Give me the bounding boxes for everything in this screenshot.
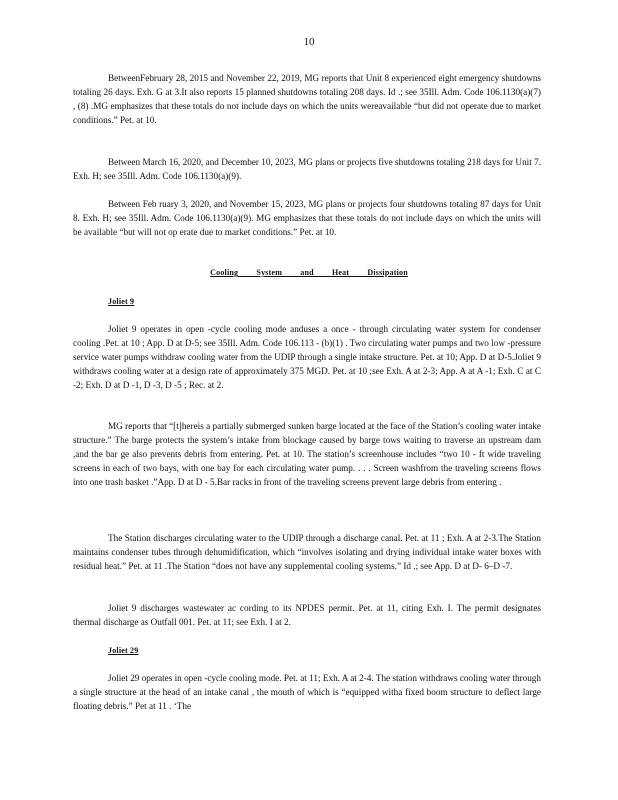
paragraph-unit8-shutdowns: BetweenFebruary 28, 2015 and November 22, 2019, MG reports that Unit 8 experienced eight emergency shutdowns totaling 26 days. Exh. G at 3.It also reports 15 planned shutdowns totaling 208 days. Id .; see 35Ill. Adm. Code 106.1130(a)(7) , (8) .MG emphasizes that these totals do not include days on which the units wereavailable “but did not operate due to market conditions.” Pet. at 10.: [73, 73, 541, 125]
paragraph-unit7-planned: Between March 16, 2020, and December 10, 2023, MG plans or projects five shutdowns totaling 218 days for Unit 7. Exh. H; see 35Ill. Adm. Code 106.1130(a)(9).: [73, 157, 541, 181]
subheading-joliet9: Joliet 9: [108, 297, 135, 306]
section-heading: Cooling System and Heat Dissipation: [210, 268, 408, 277]
paragraph-npdes: Joliet 9 discharges wastewater ac cording to its NPDES permit. Pet. at 11, citing Exh. I. The permit designates thermal discharge as Outfall 001. Pet. at 11; see Exh. I at 2.: [73, 603, 541, 627]
paragraph-unit8-planned: Between Feb ruary 3, 2020, and November 15, 2023, MG plans or projects four shutdowns totaling 87 days for Unit 8. Exh. H; see 35Ill. Adm. Code 106.1130(a)(9). MG emphasizes that these totals do not include days on which the units will be available “but will not op erate due to market conditions.” Pet. at 10.: [73, 199, 541, 237]
paragraph-joliet29: Joliet 29 operates in open -cycle cooling mode. Pet. at 11; Exh. A at 2-4. The station withdraws cooling water through a single structure at the head of an intake canal , the mouth of which is “equipped witha fixed boom structure to deflect large floating debris.” Pet at 11 . ‘The: [73, 673, 541, 711]
paragraph-discharge: The Station discharges circulating water to the UDIP through a discharge canal. Pet. at 11 ; Exh. A at 2-3.The Station maintains condenser tubes through dehumidification, which “involves isolating and drying individual intake water boxes with residual heat.” Pet. at 11 .The Station “does not have any supplemental cooling systems.” Id .; see App. D at D- 6–D -7.: [73, 533, 541, 571]
paragraph-joliet9-cooling: Joliet 9 operates in open -cycle cooling mode anduses a once - through circulating water system for condenser cooling .Pet. at 10 ; App. D at D-5; see 35Ill. Adm. Code 106.113 - (b)(1) . Two circulating water pumps and two low -pressure service water pumps withdraw cooling water from the UDIP through a single intake structure. Pet. at 10; App. D at D-5.Joliet 9 withdraws cooling water at a design rate of approximately 375 MGD. Pet. at 10 ;see Exh. A at 2-3; App. A at A -1; Exh. C at C -2; Exh. D at D -1, D -3, D -5 ; Rec. at 2.: [73, 324, 541, 390]
page-number: 10: [303, 36, 315, 48]
paragraph-barge: MG reports that “[t]hereis a partially submerged sunken barge located at the face of the Station’s cooling water intake structure.” The barge protects the system’s intake from blockage caused by barge tows waiting to traverse an upstream dam ,and the bar ge also prevents debris from entering. Pet. at 10. The station’s screenhouse includes “two 10 - ft wide traveling screens in each of two bays, with one bay for each circulating water pump. . . . Screen washfrom the traveling screens flows into one trash basket .”App. D at D - 5.Bar racks in front of the traveling screens prevent large debris from entering .: [73, 421, 541, 487]
subheading-joliet29: Joliet 29: [108, 646, 139, 655]
